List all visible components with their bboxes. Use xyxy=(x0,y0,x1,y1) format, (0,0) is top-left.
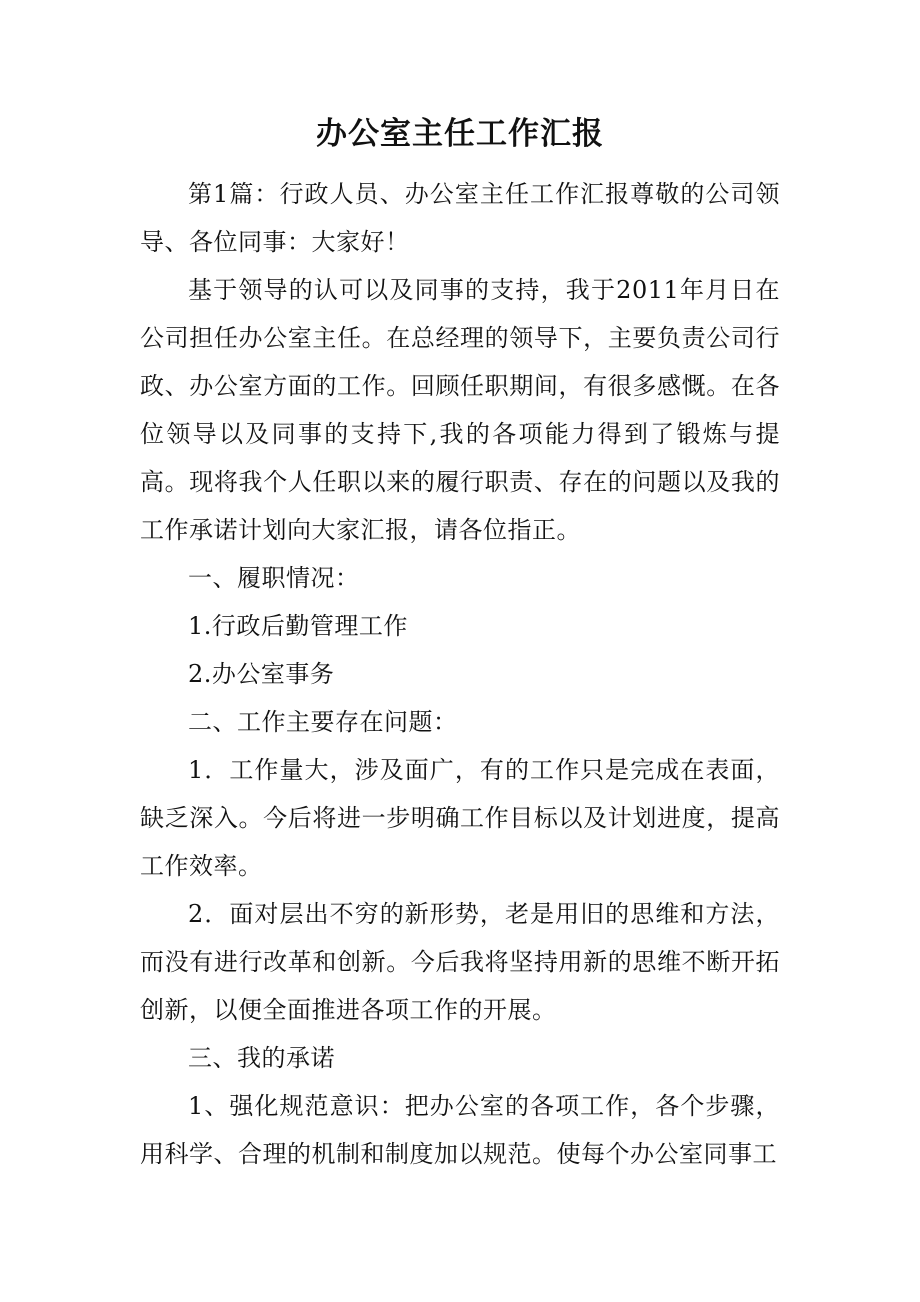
heading-duties: 一、履职情况： xyxy=(188,564,360,592)
document-title: 办公室主任工作汇报 xyxy=(316,116,604,152)
paragraph-problem-1: 1．工作量大，涉及面广，有的工作只是完成在表面，缺乏深入。今后将进一步明确工作目标以及计划进度，提高工作效率。 xyxy=(140,756,780,880)
paragraph-greeting: 第1篇：行政人员、办公室主任工作汇报尊敬的公司领导、各位同事：大家好！ xyxy=(140,180,780,256)
list-item-admin-logistics: 1.行政后勤管理工作 xyxy=(188,612,408,640)
document-body xyxy=(140,170,780,1178)
paragraph-problem-2: 2．面对层出不穷的新形势，老是用旧的思维和方法，而没有进行改革和创新。今后我将坚持用新的思维不断开拓创新，以便全面推进各项工作的开展。 xyxy=(140,900,780,1024)
paragraph-intro: 基于领导的认可以及同事的支持，我于2011年月日在公司担任办公室主任。在总经理的领导下，主要负责公司行政、办公室方面的工作。回顾任职期间，有很多感慨。在各位领导以及同事的支持下,我的各项能力得到了锻炼与提高。现将我个人任职以来的履行职责、存在的问题以及我的工作承诺计划向大家汇报，请各位指正。 xyxy=(140,276,780,544)
heading-problems: 二、工作主要存在问题： xyxy=(188,708,458,736)
heading-commitments: 三、我的承诺 xyxy=(188,1044,335,1072)
paragraph-commitment-1: 1、强化规范意识：把办公室的各项工作，各个步骤，用科学、合理的机制和制度加以规范。使每个办公室同事工 xyxy=(140,1092,780,1168)
list-item-office-affairs: 2.办公室事务 xyxy=(188,660,335,688)
